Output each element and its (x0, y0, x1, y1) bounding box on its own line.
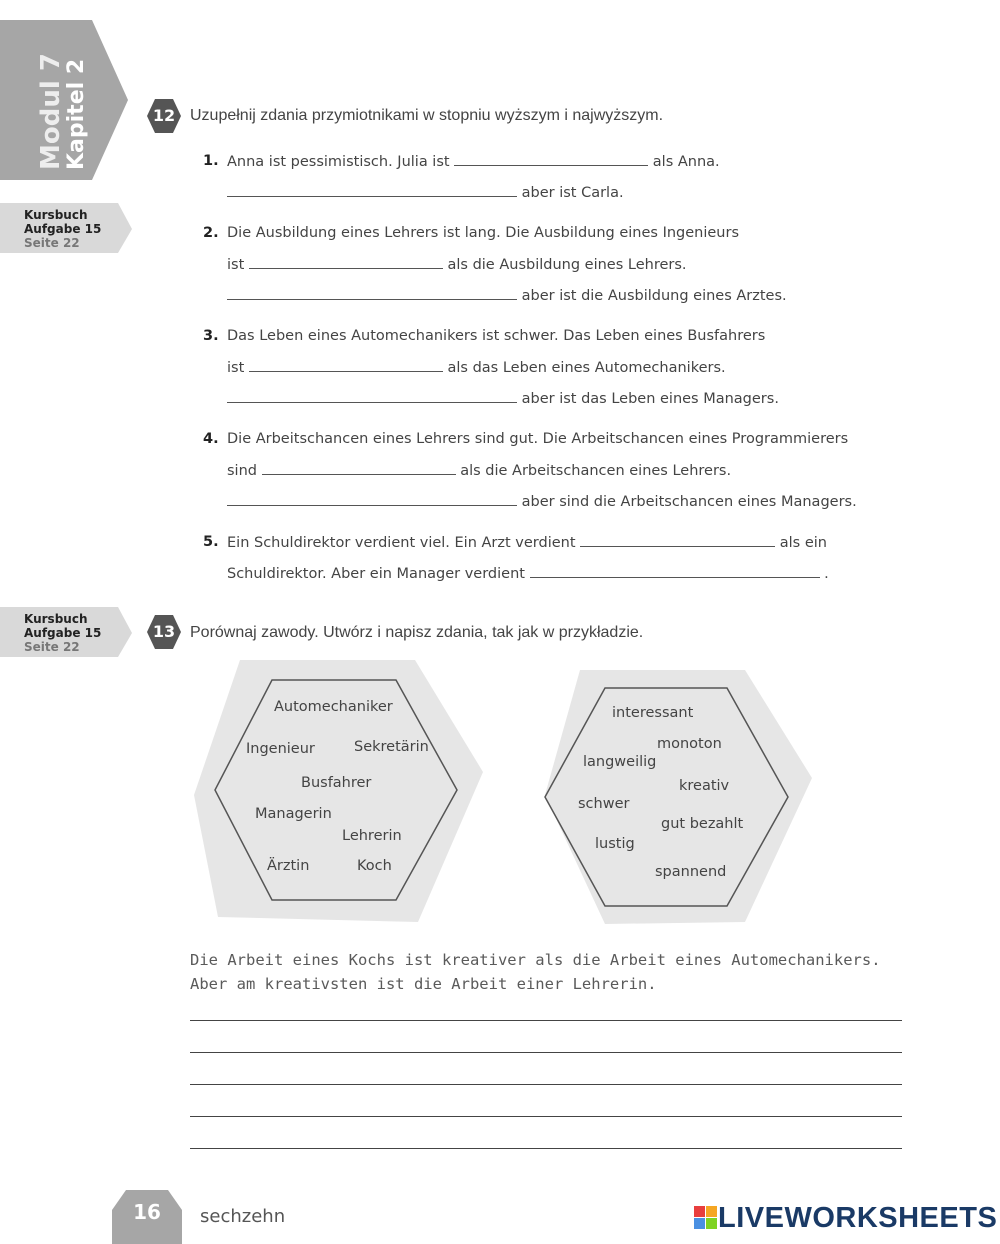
exercise-13-instruction: Porównaj zawody. Utwórz i napisz zdania, tak jak w przykładzie. (190, 624, 644, 641)
exercise-line: aber ist das Leben eines Managers. (227, 387, 779, 409)
exercise-line: ist als die Ausbildung eines Lehrers. (227, 253, 687, 275)
writing-line[interactable] (190, 1052, 902, 1053)
answer-blank[interactable] (227, 181, 517, 197)
page-number-badge (112, 1190, 182, 1244)
liveworksheets-logo-icon (694, 1206, 718, 1230)
adjective-word: interessant (612, 705, 694, 721)
aufgabe-label: Aufgabe 15 (24, 626, 102, 640)
exercise-line: aber sind die Arbeitschancen eines Managers. (227, 490, 857, 512)
writing-line[interactable] (190, 1116, 902, 1117)
exercise-12-instruction: Uzupełnij zdania przymiotnikami w stopniu wyższym i najwyższym. (190, 107, 664, 124)
exercise-line: 4. Die Arbeitschancen eines Lehrers sind gut. Die Arbeitschancen eines Programmierers (203, 431, 849, 447)
profession-word: Lehrerin (342, 828, 402, 844)
modul-label: Modul 7 (36, 53, 66, 170)
seite-label: Seite 22 (24, 640, 80, 654)
adjective-word: spannend (655, 864, 727, 880)
profession-word: Ärztin (267, 858, 310, 874)
answer-blank[interactable] (580, 531, 775, 547)
exercise-line: 2. Die Ausbildung eines Lehrers ist lang. Die Ausbildung eines Ingenieurs (203, 225, 740, 241)
profession-word: Managerin (255, 806, 332, 822)
example-line-2: Aber am kreativsten ist die Arbeit einer Lehrerin. (190, 975, 657, 993)
adjective-word: langweilig (583, 754, 657, 770)
profession-word: Busfahrer (301, 775, 372, 791)
aufgabe-label: Aufgabe 15 (24, 222, 102, 236)
exercise-line: 3. Das Leben eines Automechanikers ist schwer. Das Leben eines Busfahrers (203, 328, 766, 344)
example-sentence (190, 948, 881, 996)
writing-line[interactable] (190, 1148, 902, 1149)
kursbuch-label: Kursbuch (24, 612, 88, 626)
profession-word: Koch (357, 858, 392, 874)
page-number: 16 (133, 1200, 161, 1224)
exercise-line: 5. Ein Schuldirektor verdient viel. Ein Arzt verdient als ein (227, 531, 827, 553)
answer-blank[interactable] (227, 284, 517, 300)
module-label (38, 53, 88, 170)
answer-blank[interactable] (262, 459, 456, 475)
adjective-word: monoton (657, 736, 722, 752)
answer-blank[interactable] (249, 253, 443, 269)
kursbuch-tag (0, 607, 132, 659)
exercise-line: Schuldirektor. Aber ein Manager verdient . (227, 562, 829, 584)
answer-blank[interactable] (227, 387, 517, 403)
exercise-line: aber ist die Ausbildung eines Arztes. (227, 284, 787, 306)
page-number-word: sechzehn (200, 1206, 286, 1227)
profession-word: Sekretärin (354, 739, 429, 755)
exercise-line: sind als die Arbeitschancen eines Lehrers. (227, 459, 731, 481)
brand-text: LIVEWORKSHEETS (718, 1202, 998, 1234)
kursbuch-label: Kursbuch (24, 208, 88, 222)
answer-blank[interactable] (530, 562, 820, 578)
writing-line[interactable] (190, 1020, 902, 1021)
example-line-1: Die Arbeit eines Kochs ist kreativer als die Arbeit eines Automechanikers. (190, 951, 881, 969)
kapitel-label: Kapitel 2 (64, 58, 89, 170)
writing-line[interactable] (190, 1084, 902, 1085)
exercise-line: aber ist Carla. (227, 181, 624, 203)
answer-blank[interactable] (227, 490, 517, 506)
exercise-number-badge: 12 (146, 98, 182, 134)
adjective-word: gut bezahlt (661, 816, 744, 832)
adjective-word: lustig (595, 836, 635, 852)
module-tab (0, 20, 128, 180)
word-hexagons (185, 660, 825, 930)
adjective-word: schwer (578, 796, 630, 812)
exercise-line: ist als das Leben eines Automechanikers. (227, 356, 726, 378)
profession-word: Ingenieur (246, 741, 315, 757)
exercise-line: 1. Anna ist pessimistisch. Julia ist als Anna. (227, 150, 720, 172)
profession-word: Automechaniker (274, 699, 393, 715)
answer-blank[interactable] (249, 356, 443, 372)
seite-label: Seite 22 (24, 236, 80, 250)
adjective-word: kreativ (679, 778, 730, 794)
exercise-number-badge: 13 (146, 614, 182, 650)
kursbuch-tag (0, 203, 132, 255)
answer-blank[interactable] (454, 150, 648, 166)
